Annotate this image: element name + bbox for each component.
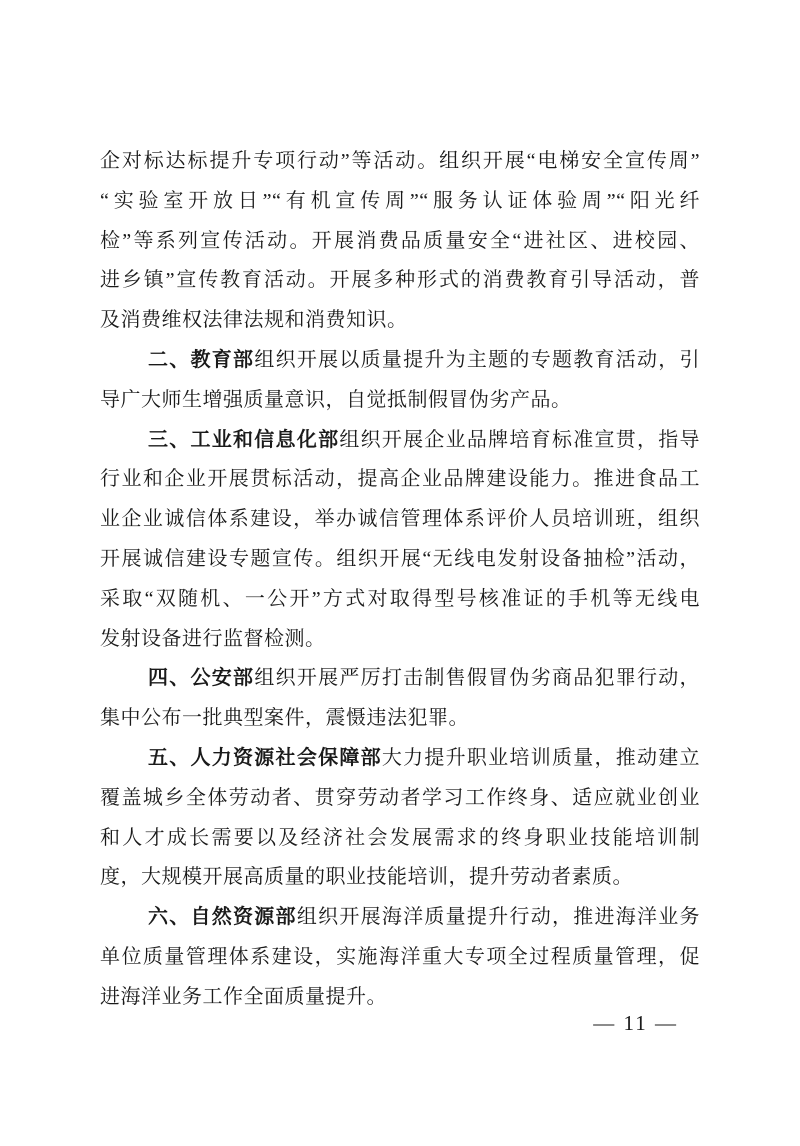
line-text: 覆盖城乡全体劳动者、贯穿劳动者学习工作终身、适应就业创业: [100, 786, 700, 809]
text-line: [100, 381, 700, 421]
line-text: 集中公布一批典型案件，震慑违法犯罪。: [100, 707, 469, 730]
line-text: 组织开展企业品牌培育标准宣贯，指导: [339, 428, 700, 451]
line-text: 开展诚信建设专题宣传。组织开展“无线电发射设备抽检”活动，: [100, 547, 700, 570]
line-text: “实验室开放日”“有机宣传周”“服务认证体验周”“阳光纤: [100, 189, 700, 212]
ministry-name: 三、工业和信息化部: [148, 428, 340, 451]
line-text: 采取“双随机、一公开”方式对取得型号核准证的手机等无线电: [100, 587, 700, 610]
line-text: 检”等系列宣传活动。开展消费品质量安全“进社区、进校园、: [100, 229, 700, 252]
text-line: [100, 699, 700, 739]
text-line: [100, 938, 700, 978]
text-line: [100, 500, 700, 540]
ministry-name: 二、教育部: [148, 348, 255, 371]
text-line: [100, 341, 700, 381]
text-line: [100, 421, 700, 461]
line-text: 导广大师生增强质量意识，自觉抵制假冒伪劣产品。: [100, 388, 572, 411]
line-text: 业企业诚信体系建设，举办诚信管理体系评价人员培训班，组织: [100, 508, 700, 531]
line-text: 行业和企业开展贯标活动，提高企业品牌建设能力。推进食品工: [100, 468, 700, 491]
line-text: 企对标达标提升专项行动”等活动。组织开展“电梯安全宣传周”: [100, 150, 700, 172]
text-line: [100, 301, 700, 341]
text-line: [100, 580, 700, 620]
text-line: [100, 659, 700, 699]
text-line: [100, 898, 700, 938]
line-text: 发射设备进行监督检测。: [100, 627, 326, 650]
text-line: [100, 819, 700, 859]
text-line: [100, 779, 700, 819]
ministry-name: 四、公安部: [148, 667, 255, 690]
line-text: 组织开展以质量提升为主题的专题教育活动，引: [254, 348, 700, 371]
line-text: 单位质量管理体系建设，实施海洋重大专项全过程质量管理，促: [100, 945, 700, 968]
text-line: [100, 261, 700, 301]
line-text: 及消费维权法律法规和消费知识。: [100, 309, 408, 332]
ministry-name: 五、人力资源社会保障部: [148, 746, 382, 769]
line-text: 和人才成长需要以及经济社会发展需求的终身职业技能培训制: [100, 826, 700, 849]
line-text: 组织开展严厉打击制售假冒伪劣商品犯罪行动，: [254, 667, 700, 690]
document-body: [100, 142, 700, 1018]
line-text: 进乡镇”宣传教育活动。开展多种形式的消费教育引导活动，普: [100, 269, 700, 292]
text-line: [100, 142, 700, 182]
text-line: [100, 460, 700, 500]
text-line: [100, 620, 700, 660]
text-line: [100, 222, 700, 262]
page-number: — 11 —: [593, 1011, 678, 1035]
line-text: 进海洋业务工作全面质量提升。: [100, 985, 387, 1008]
text-line: [100, 182, 700, 222]
text-line: [100, 540, 700, 580]
text-line: [100, 858, 700, 898]
line-text: 组织开展海洋质量提升行动，推进海洋业务: [296, 906, 700, 929]
text-line: [100, 739, 700, 779]
line-text: 度，大规模开展高质量的职业技能培训，提升劳动者素质。: [100, 866, 633, 889]
line-text: 大力提升职业培训质量，推动建立: [381, 746, 700, 769]
ministry-name: 六、自然资源部: [148, 906, 297, 929]
